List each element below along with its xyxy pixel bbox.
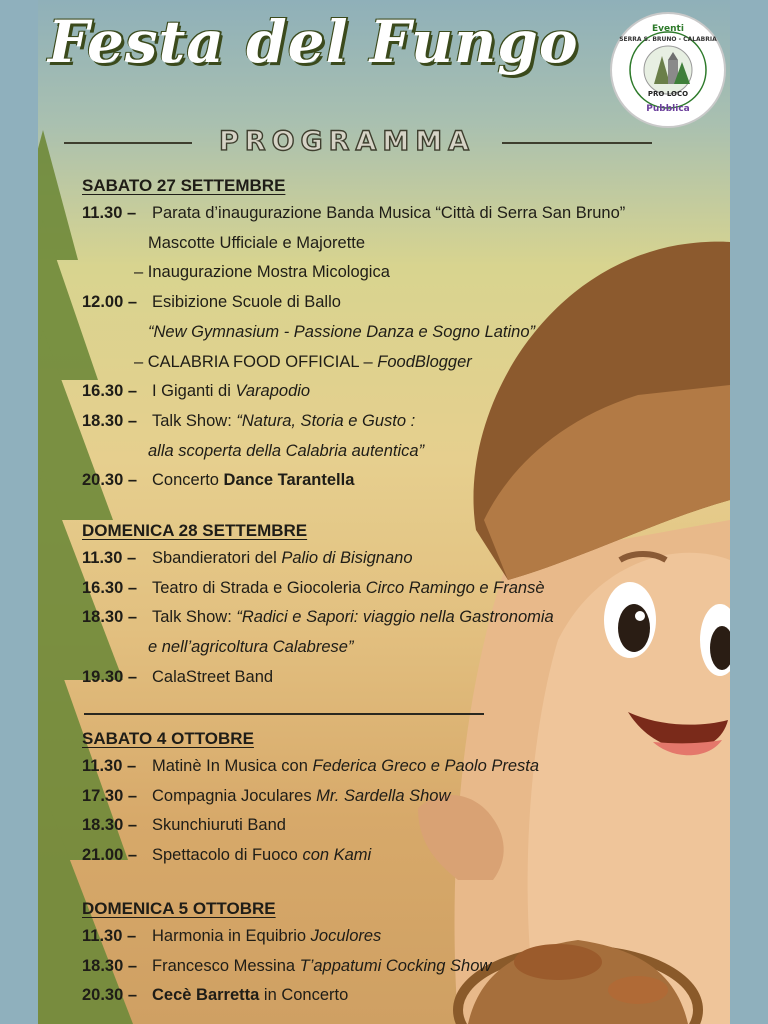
program-time: 18.30 –	[82, 411, 138, 430]
program-time: 16.30 –	[82, 578, 138, 597]
program-item	[82, 204, 702, 223]
program-text: CalaStreet Band	[152, 667, 274, 686]
program-text: Dance Tarantella	[223, 471, 355, 490]
program-text: Spettacolo di Fuoco	[152, 846, 303, 865]
day-heading: DOMENICA 5 OTTOBRE	[82, 899, 276, 918]
program-item	[82, 927, 702, 946]
badge-ring-bottom: Pubblica	[646, 104, 690, 114]
subtitle-rule-left	[64, 142, 192, 144]
program-item	[82, 234, 730, 253]
program-text: Francesco Messina	[152, 956, 300, 975]
program-time: 18.30 –	[82, 608, 138, 627]
program-time: 18.30 –	[82, 816, 138, 835]
program-text: – Inaugurazione Mostra Micologica	[134, 263, 390, 282]
program-time: 17.30 –	[82, 786, 138, 805]
program-item	[82, 787, 702, 806]
program-text: Skunchiuruti Band	[152, 816, 286, 835]
program-item	[82, 471, 702, 490]
program-item	[82, 293, 702, 312]
badge-ring-location: SERRA S. BRUNO - CALABRIA	[619, 36, 717, 43]
program-item	[82, 816, 702, 835]
program-text: Sbandieratori del	[152, 549, 282, 567]
program-time: 11.30 –	[82, 927, 137, 945]
program-text: Talk Show:	[152, 411, 237, 430]
program-item	[82, 668, 702, 687]
subtitle-rule-right	[502, 142, 652, 144]
program-text: Mr. Sardella Show	[316, 786, 451, 805]
program-time: 18.30 –	[82, 956, 138, 975]
program-text: Concerto	[152, 471, 224, 490]
program-text: Joculores	[310, 927, 382, 945]
day-heading: SABATO 27 SETTEMBRE	[82, 176, 286, 195]
programma-subtitle: PROGRAMMA	[218, 126, 475, 157]
program-text: e nell’agricoltura Calabrese”	[148, 638, 354, 657]
poster	[38, 0, 730, 1024]
program-item	[82, 957, 702, 976]
program-item	[82, 846, 702, 865]
day-heading: DOMENICA 28 SETTEMBRE	[82, 521, 308, 540]
program-item	[82, 382, 702, 401]
program-item	[82, 757, 702, 776]
program-text: I Giganti di	[152, 382, 236, 401]
program-time: 16.30 –	[82, 382, 138, 401]
program-text: Compagnia Joculares	[152, 786, 317, 805]
program-text: Talk Show:	[152, 608, 237, 627]
program-text: “Radici e Sapori: viaggio nella Gastronomia	[236, 608, 554, 627]
section-divider	[84, 713, 484, 715]
program-text: Matinè In Musica con	[152, 757, 313, 775]
program-text: Harmonia in Equibrio	[152, 927, 311, 945]
program-text: Varapodio	[235, 382, 311, 401]
program-item	[82, 986, 702, 1005]
program-item	[82, 549, 702, 568]
pro-loco-badge	[610, 12, 726, 128]
poster-title: Festa del Fungo	[48, 8, 579, 76]
badge-ring-top: Eventi	[652, 24, 684, 34]
program-text: con Kami	[302, 846, 372, 865]
program-time: 11.30 –	[82, 757, 137, 775]
program-time: 20.30 –	[82, 471, 138, 490]
program-text: T’appatumi Cocking Show	[299, 956, 492, 975]
program-text: Parata d’inaugurazione Banda Musica “Città di Serra San Bruno”	[152, 204, 626, 222]
program-time: 21.00 –	[82, 846, 138, 865]
program-text: – CALABRIA FOOD OFFICIAL –	[134, 352, 378, 371]
program-text: Cecè Barretta	[152, 986, 260, 1005]
program-item	[82, 638, 730, 657]
program-time: 12.00 –	[82, 293, 138, 312]
program-text: “New Gymnasium - Passione Danza e Sogno Latino”	[148, 322, 536, 341]
day-heading: SABATO 4 OTTOBRE	[82, 729, 254, 748]
program-item	[82, 442, 730, 461]
program-item	[82, 579, 702, 598]
badge-org: PRO LOCO	[647, 90, 689, 98]
program-time: 19.30 –	[82, 667, 138, 686]
program-text: alla scoperta della Calabria autentica”	[148, 441, 425, 460]
program-item	[82, 323, 730, 342]
program-item	[82, 412, 702, 431]
program-time: 20.30 –	[82, 986, 138, 1005]
program-text: “Natura, Storia e Gusto :	[236, 411, 416, 430]
program-item	[82, 353, 730, 372]
program-item	[82, 608, 702, 627]
program-text: in Concerto	[259, 986, 349, 1005]
program-text: Federica Greco e Paolo Presta	[312, 757, 540, 775]
program-time: 11.30 –	[82, 204, 137, 222]
program-time: 11.30 –	[82, 549, 137, 567]
program-text: Palio di Bisignano	[281, 549, 413, 567]
program-text: FoodBlogger	[377, 352, 472, 371]
program-text: Mascotte Ufficiale e Majorette	[148, 233, 366, 252]
program-text: Esibizione Scuole di Ballo	[152, 293, 341, 312]
program-text: Circo Ramingo e Fransè	[365, 578, 545, 597]
program-text: Teatro di Strada e Giocoleria	[152, 578, 366, 597]
program-item	[82, 263, 730, 282]
